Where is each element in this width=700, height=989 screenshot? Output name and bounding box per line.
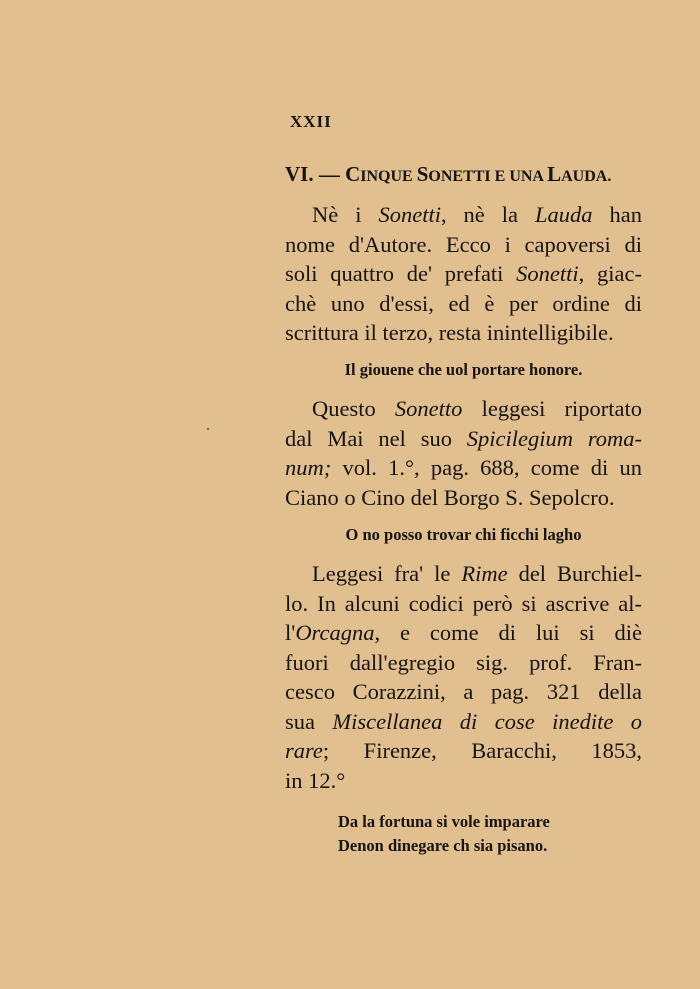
paragraph-line: Ciano o Cino del Borgo S. Sepolcro. [285, 484, 615, 510]
quote-line: Denon dinegare ch sia pisano. [338, 836, 548, 855]
paragraph-line: in 12.° [285, 767, 346, 793]
paragraph-line: scrittura il terzo, resta inintelligibile. [285, 320, 614, 345]
paragraph-line: dal Mai nel suo Spicilegium roma- [285, 425, 642, 451]
paragraph-line: Leggesi fra' le Rime del Burchiel- [312, 561, 642, 586]
paragraph-line: l'Orcagna, e come di lui si diè [285, 620, 642, 645]
paragraph-line: fuori dall'egregio sig. prof. Fran- [285, 649, 642, 675]
section-title-text: CINQUE SONETTI E UNA LAUDA. [345, 162, 612, 186]
ink-speck [207, 428, 209, 430]
paragraph-line: Nè i Sonetti, nè la Lauda han [312, 202, 642, 227]
quote-incipit-2: O no posso trovar chi ficchi lagho [345, 525, 582, 544]
paragraph-line: soli quattro de' prefati Sonetti, giac- [285, 261, 642, 286]
section-numeral: VI. — [285, 162, 340, 186]
paragraph-line: sua Miscellanea di cose inedite o [285, 708, 643, 734]
paragraph-line: lo. In alcuni codici però si ascrive al- [285, 590, 642, 616]
paragraph-line: chè uno d'essi, ed è per ordine di [285, 290, 642, 316]
paragraph-line: num; vol. 1.°, pag. 688, come di un [285, 455, 642, 480]
page-number: XXII [290, 112, 332, 131]
paragraph-1 [285, 200, 642, 348]
quote-incipit-1: Il giouene che uol portare honore. [344, 360, 583, 379]
paragraph-line: Questo Sonetto leggesi riportato [312, 396, 642, 421]
paragraph-line: cesco Corazzini, a pag. 321 della [285, 679, 642, 704]
paragraph-line: rare; Firenze, Baracchi, 1853, [285, 738, 642, 763]
paragraph-3 [285, 559, 642, 795]
quote-line: Da la fortuna si vole imparare [338, 812, 550, 831]
section-title [285, 162, 643, 187]
quote-incipit-3 [338, 810, 550, 858]
paragraph-2 [285, 394, 642, 512]
paragraph-line: nome d'Autore. Ecco i capoversi di [285, 231, 642, 257]
